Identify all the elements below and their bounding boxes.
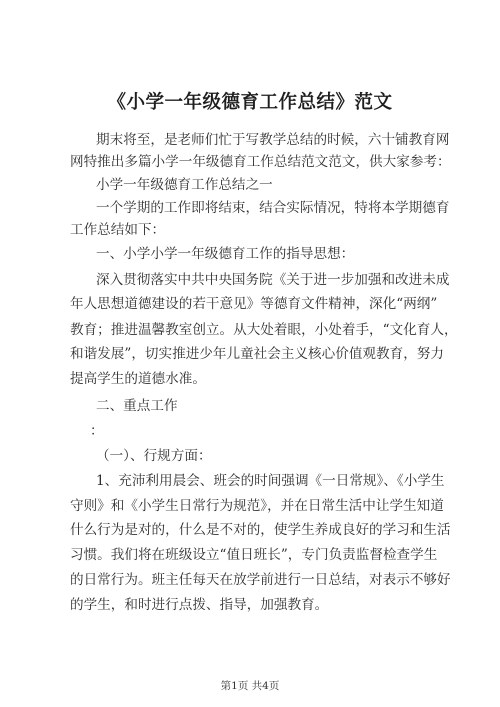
page-number-footer: 第1页 共4页 bbox=[220, 680, 280, 692]
paragraph-line: 一个学期的工作即将结束，结合实际情况，特将本学期德育 bbox=[96, 200, 450, 216]
paragraph-line: 和谐发展”，切实推进少年儿童社会主义核心价值观教育，努力 bbox=[70, 346, 444, 362]
paragraph-line: 工作总结如下： bbox=[70, 222, 166, 238]
paragraph-line: 1、充沛利用晨会、班会的时间强调《一日常规》、《小学生 bbox=[96, 473, 445, 489]
section-heading: 一、小学小学一年级德育工作的指导思想： bbox=[96, 246, 355, 262]
document-title: 《小学一年级德育工作总结》范文 bbox=[107, 92, 393, 113]
paragraph-line: 的日常行为。班主任每天在放学前进行一日总结，对表示不够好 bbox=[70, 572, 451, 588]
paragraph-line: 什么行为是对的，什么是不对的，使学生养成良好的学习和生活 bbox=[70, 522, 451, 538]
paragraph-line: 年人思想道德建设的若干意见》等德育文件精神，深化“两纲” bbox=[70, 296, 438, 312]
paragraph-line: 习惯。我们将在班级设立“值日班长”，专门负责监督检查学生 bbox=[70, 547, 438, 563]
paragraph-line: 的学生，和时进行点拨、指导，加强教育。 bbox=[70, 597, 329, 613]
paragraph-line: 教育；推进温馨教室创立。从大处着眼，小处着手，“文化育人， bbox=[70, 322, 458, 338]
paragraph-line: 小学一年级德育工作总结之一 bbox=[96, 177, 273, 193]
paragraph-line: 提高学生的道德水准。 bbox=[70, 371, 206, 387]
paragraph-line: 深入贯彻落实中共中央国务院《关于进一步加强和改进未成 bbox=[96, 272, 450, 288]
paragraph-line: 期末将至，是老师们忙于写教学总结的时候，六十铺教育网 bbox=[96, 132, 450, 148]
section-heading: 二、重点工作 bbox=[96, 398, 178, 414]
paragraph-line: 守则》和《小学生日常行为规范》，并在日常生活中让学生知道 bbox=[70, 498, 444, 514]
subsection-heading: （一）、行规方面： bbox=[96, 448, 212, 464]
paragraph-line: ： bbox=[90, 423, 104, 439]
paragraph-line: 网特推出多篇小学一年级德育工作总结范文范文，供大家参考： bbox=[70, 154, 451, 170]
